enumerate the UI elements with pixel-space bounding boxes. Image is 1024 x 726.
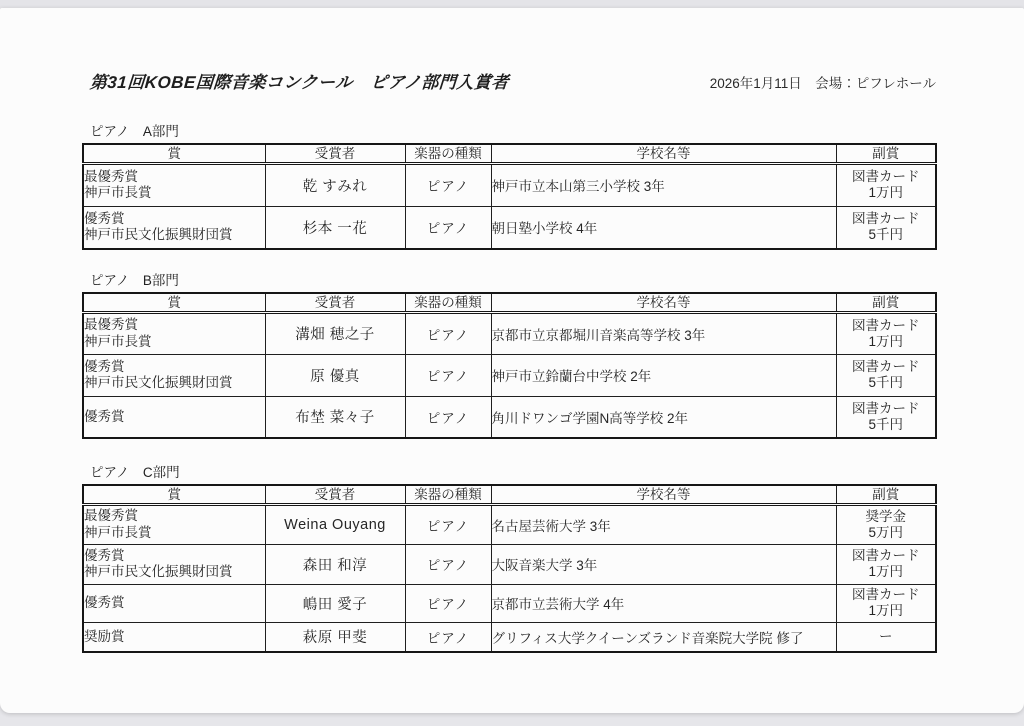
table-row	[83, 396, 936, 438]
col-header-subprize: 副賞	[836, 293, 936, 312]
subprize-line-2: 1万円	[868, 185, 903, 200]
prize-line-1: 優秀賞	[84, 547, 125, 563]
table-header-row	[83, 293, 936, 312]
prize-line-2: 神戸市長賞	[84, 524, 152, 540]
division-section-a	[82, 120, 935, 250]
col-header-school: 学校名等	[491, 144, 836, 163]
instrument-cell: ピアノ	[405, 584, 491, 622]
table-header-row	[83, 144, 936, 163]
prize-cell	[83, 504, 265, 544]
prize-cell	[83, 622, 265, 652]
prize-line-1: 優秀賞	[84, 408, 125, 424]
subprize-line-1: 図書カード	[852, 548, 920, 563]
subprize-line-2: 5万円	[868, 524, 903, 540]
results-table-b	[82, 292, 937, 439]
prize-line-2: 神戸市民文化振興財団賞	[84, 227, 233, 243]
school-cell: 角川ドワンゴ学園N高等学校 2年	[491, 396, 836, 438]
subprize-line-1: 図書カード	[852, 400, 920, 416]
school-cell: 名古屋芸術大学 3年	[491, 504, 836, 544]
subprize-cell	[836, 396, 936, 438]
school-cell: 朝日塾小学校 4年	[491, 206, 836, 249]
instrument-cell: ピアノ	[405, 163, 491, 206]
col-header-instrument: 楽器の種類	[405, 144, 491, 163]
col-header-instrument: 楽器の種類	[405, 293, 491, 312]
subprize-cell	[836, 504, 936, 544]
prize-line-2: 神戸市長賞	[84, 185, 152, 200]
instrument-cell: ピアノ	[405, 354, 491, 396]
col-header-prize: 賞	[83, 485, 265, 504]
table-row	[83, 504, 936, 544]
school-cell: 京都市立芸術大学 4年	[491, 584, 836, 622]
prize-cell	[83, 312, 265, 354]
prize-line-1: 最優秀賞	[84, 168, 138, 184]
prize-line-2: 神戸市民文化振興財団賞	[84, 375, 233, 390]
subprize-line-1: 奨学金	[865, 508, 906, 524]
prize-line-1: 優秀賞	[84, 594, 125, 610]
school-cell: 京都市立京都堀川音楽高等学校 3年	[491, 312, 836, 354]
school-cell: 神戸市立本山第三小学校 3年	[491, 163, 836, 206]
winner-cell: 萩原 甲斐	[265, 622, 405, 652]
col-header-subprize: 副賞	[836, 144, 936, 163]
instrument-cell: ピアノ	[405, 622, 491, 652]
winner-cell: Weina Ouyang	[265, 504, 405, 544]
prize-line-2: 神戸市民文化振興財団賞	[84, 564, 233, 579]
subprize-cell	[836, 206, 936, 249]
date-venue-text: 2026年1月11日 会場：ピフレホール	[709, 76, 936, 91]
table-row	[83, 163, 936, 206]
table-row	[83, 312, 936, 354]
instrument-cell: ピアノ	[405, 396, 491, 438]
document-header	[0, 8, 1024, 93]
subprize-line-2: 5千円	[868, 416, 903, 432]
subprize-line-1: 図書カード	[852, 359, 920, 374]
prize-cell	[83, 163, 265, 206]
prize-cell	[83, 584, 265, 622]
prize-line-1: 最優秀賞	[84, 317, 138, 332]
prize-cell	[83, 206, 265, 249]
col-header-prize: 賞	[83, 293, 265, 312]
table-header-row	[83, 485, 936, 504]
subprize-cell	[836, 163, 936, 206]
col-header-winner: 受賞者	[265, 485, 405, 504]
col-header-winner: 受賞者	[265, 293, 405, 312]
col-header-school: 学校名等	[491, 485, 836, 504]
table-row	[83, 354, 936, 396]
school-cell: グリフィス大学クイーンズランド音楽院大学院 修了	[491, 622, 836, 652]
prize-line-1: 優秀賞	[84, 210, 125, 226]
winner-cell: 溝畑 穂之子	[265, 312, 405, 354]
subprize-line-2: 1万円	[868, 333, 903, 349]
division-label-b: ピアノ B部門	[90, 273, 179, 288]
prize-line-1: 最優秀賞	[84, 508, 138, 523]
division-section-b	[82, 269, 935, 439]
winner-cell: 乾 すみれ	[265, 163, 405, 206]
document-page	[0, 8, 1024, 713]
instrument-cell: ピアノ	[405, 312, 491, 354]
school-cell: 大阪音楽大学 3年	[491, 544, 836, 584]
prize-line-1: 奨励賞	[84, 628, 125, 644]
subprize-line-1: ー	[879, 628, 893, 644]
subprize-line-1: 図書カード	[852, 169, 920, 184]
prize-line-1: 優秀賞	[84, 358, 125, 374]
page-title: 第31回KOBE国際音楽コンクール ピアノ部門入賞者	[89, 73, 510, 92]
division-label-a: ピアノ A部門	[90, 124, 179, 139]
subprize-line-2: 1万円	[868, 564, 903, 579]
col-header-instrument: 楽器の種類	[405, 485, 491, 504]
table-row	[83, 584, 936, 622]
subprize-cell	[836, 312, 936, 354]
winner-cell: 原 優真	[265, 354, 405, 396]
division-section-c	[82, 461, 935, 653]
subprize-cell	[836, 584, 936, 622]
subprize-line-1: 図書カード	[852, 317, 920, 333]
subprize-cell	[836, 354, 936, 396]
instrument-cell: ピアノ	[405, 504, 491, 544]
prize-cell	[83, 354, 265, 396]
subprize-line-1: 図書カード	[852, 587, 920, 602]
subprize-line-2: 5千円	[868, 227, 903, 243]
prize-cell	[83, 544, 265, 584]
winner-cell: 森田 和淳	[265, 544, 405, 584]
table-row	[83, 622, 936, 652]
winner-cell: 布埜 菜々子	[265, 396, 405, 438]
subprize-line-2: 1万円	[868, 603, 903, 618]
table-row	[83, 206, 936, 249]
school-cell: 神戸市立鈴蘭台中学校 2年	[491, 354, 836, 396]
subprize-cell	[836, 544, 936, 584]
winner-cell: 嶋田 愛子	[265, 584, 405, 622]
col-header-subprize: 副賞	[836, 485, 936, 504]
results-table-a	[82, 143, 937, 250]
division-label-c: ピアノ C部門	[90, 465, 180, 480]
col-header-winner: 受賞者	[265, 144, 405, 163]
prize-cell	[83, 396, 265, 438]
table-row	[83, 544, 936, 584]
col-header-prize: 賞	[83, 144, 265, 163]
results-table-c	[82, 484, 937, 653]
subprize-line-1: 図書カード	[852, 211, 920, 227]
prize-line-2: 神戸市長賞	[84, 333, 152, 349]
subprize-cell	[836, 622, 936, 652]
instrument-cell: ピアノ	[405, 544, 491, 584]
col-header-school: 学校名等	[491, 293, 836, 312]
winner-cell: 杉本 一花	[265, 206, 405, 249]
subprize-line-2: 5千円	[868, 375, 903, 390]
instrument-cell: ピアノ	[405, 206, 491, 249]
